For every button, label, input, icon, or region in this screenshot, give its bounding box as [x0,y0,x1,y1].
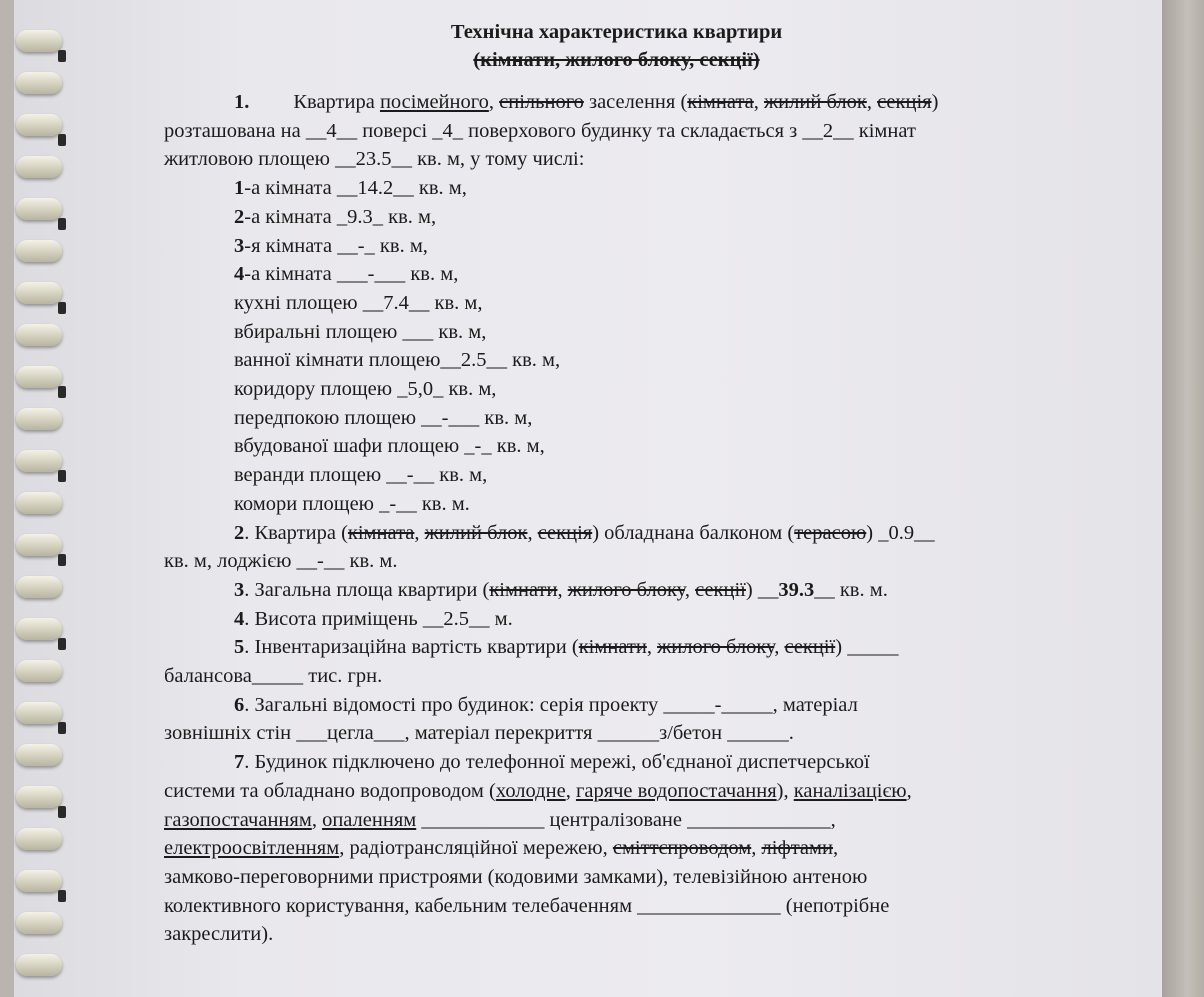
binding-ring [16,954,62,976]
section-7-line-7: закреслити). [164,923,274,946]
binding-hole [58,554,66,566]
binding-hole [58,470,66,482]
binding-ring [16,912,62,934]
text: . Будинок підключено до телефонної мережі, об'єднаної диспетчерської [244,751,870,774]
text: , [753,91,765,113]
section-7-number: 7 [234,751,245,774]
struck-option: сміттєпроводом [612,837,752,860]
binding-ring [16,240,62,262]
binding-ring [16,324,62,346]
section-6-line-2: зовнішніх стін ___цегла___, матеріал перекриття ______з/бетон ______. [164,722,794,745]
section-7-line-2 [164,777,1069,806]
section-2-line-2: кв. м, лоджією __-__ кв. м. [164,550,398,573]
text: ) [931,91,939,113]
corridor-area: коридору площею _5,0_ кв. м, [234,378,497,401]
room-number: 2 [234,205,245,228]
struck-option: кімнати [489,578,558,601]
binding-ring [16,828,62,850]
bathroom-area: ванної кімнати площею__2.5__ кв. м, [234,349,561,372]
binding-ring [16,282,62,304]
binding-hole [58,50,66,62]
document-title [164,18,1069,74]
title-line-1: Технічна характеристика квартири [450,21,783,43]
binding-ring [16,702,62,724]
text: ), [776,779,794,802]
struck-option: секція [877,91,932,113]
room-text: -я кімната __-_ кв. м, [244,234,428,257]
section-1-line-3: житловою площею __23.5__ кв. м, у тому числі: [164,148,585,171]
underlined-option: опаленням [322,808,417,831]
document-page [14,0,1164,997]
binding-ring [16,198,62,220]
room-number: 1 [234,177,245,200]
section-6-number: 6 [234,693,245,716]
text: __ кв. м. [814,578,888,601]
text: ) _0.9__ [866,521,935,544]
section-2-line-1 [164,519,1069,548]
storeroom-area: комори площею _-__ кв. м. [234,492,470,515]
wardrobe-area: вбудованої шафи площею _-_ кв. м, [234,435,545,458]
text: ____________ централізоване ______________, [416,808,836,831]
section-7-line-4 [164,834,1069,863]
binding-ring [16,786,62,808]
text: Квартира [293,91,380,113]
section-4 [164,605,1069,634]
page-edge-background [1162,0,1204,997]
section-6-line-1 [164,691,1069,720]
binding-ring [16,72,62,94]
binding-ring [16,534,62,556]
kitchen-area: кухні площею __7.4__ кв. м, [234,291,483,314]
section-1-line-1 [164,88,1069,117]
section-7-line-3 [164,806,1069,835]
binding-hole [58,218,66,230]
text: , [684,578,696,601]
struck-option: секція [537,521,593,544]
text: . Загальна площа квартири ( [244,578,490,601]
text: , [311,808,323,831]
text: системи та обладнано водопроводом ( [164,779,496,802]
text: , радіотрансляційної мережею, [339,837,613,860]
text: , [646,636,658,659]
room-text: -а кімната _9.3_ кв. м, [244,205,437,228]
section-5-line-2: балансова_____ тис. грн. [164,665,383,688]
section-2-number: 2 [234,521,245,544]
binding-ring [16,492,62,514]
struck-option: ліфтами [761,837,833,860]
veranda-area: веранди площею __-__ кв. м, [234,464,488,487]
text: , [565,779,576,802]
binding-ring [16,156,62,178]
room-number: 3 [234,234,245,257]
room-2-area [164,203,1069,232]
section-1-line-2: розташована на __4__ поверсі _4_ поверхового будинку та складається з __2__ кімнат [164,119,916,142]
spiral-binding [14,0,74,997]
text: , [527,521,538,544]
struck-option: терасою [794,521,867,544]
text: ) обладнана балконом ( [592,521,795,544]
section-7-line-5: замково-переговорними пристроями (кодовими замками), телевізійною антеною [164,865,868,888]
section-5-line-1 [164,633,1069,662]
text: . Висота приміщень __2.5__ м. [244,607,513,630]
total-area-value: 39.3 [778,578,815,601]
text: , [906,779,912,802]
underlined-option: газопостачанням [164,808,312,831]
room-4-area [164,260,1069,289]
room-number: 4 [234,263,245,286]
underlined-option: посімейного [379,91,489,113]
section-3 [164,576,1069,605]
struck-option: жилий блок [424,521,528,544]
struck-option: кімната [347,521,415,544]
binding-ring [16,408,62,430]
binding-hole [58,722,66,734]
underlined-option: електроосвітленням [164,837,340,860]
struck-option: секції [695,578,746,601]
binding-ring [16,870,62,892]
room-text: -а кімната __14.2__ кв. м, [244,177,467,200]
text: , [832,837,839,860]
text: . Квартира ( [244,521,348,544]
binding-ring [16,576,62,598]
title-line-2: (кімнати, жилого блоку, секції) [473,49,760,71]
section-1-number: 1. [234,91,250,113]
room-1-area [164,174,1069,203]
binding-hole [58,806,66,818]
room-3-area [164,232,1069,261]
binding-ring [16,450,62,472]
binding-ring [16,744,62,766]
binding-ring [16,660,62,682]
text: заселення ( [583,91,688,113]
struck-option: секції [784,636,836,659]
section-3-number: 3 [234,578,245,601]
struck-option: спільного [499,91,584,113]
binding-ring [16,114,62,136]
section-5-number: 5 [234,636,245,659]
binding-ring [16,618,62,640]
text: . Інвентаризаційна вартість квартири ( [244,636,579,659]
binding-ring [16,30,62,52]
underlined-option: каналізацією [793,779,907,802]
struck-option: кімнати [578,636,647,659]
text: , [414,521,425,544]
binding-ring [16,366,62,388]
text: , [557,578,568,601]
underlined-option: холодне [495,779,566,802]
hallway-area: передпокою площею __-___ кв. м, [234,406,533,429]
section-7-line-1 [164,748,1069,777]
text: . Загальні відомості про будинок: серія проекту _____-_____, матеріал [244,693,858,716]
binding-hole [58,638,66,650]
binding-hole [58,302,66,314]
section-4-number: 4 [234,607,245,630]
struck-option: жилий блок [764,91,867,113]
text: , [488,91,500,113]
struck-option: кімната [687,91,754,113]
document-content [164,18,1069,949]
text: , [774,636,785,659]
room-text: -а кімната ___-___ кв. м, [244,263,459,286]
section-7-line-6: колективного користування, кабельним телебаченням ______________ (непотрібне [164,894,890,917]
text: ) __ [745,578,779,601]
text: , [866,91,878,113]
binding-hole [58,890,66,902]
binding-hole [58,386,66,398]
text: ) _____ [835,636,899,659]
struck-option: жилого блоку [567,578,685,601]
text: , [751,837,762,860]
binding-hole [58,134,66,146]
struck-option: жилого блоку [657,636,775,659]
underlined-option: гаряче водопостачання [575,779,777,802]
toilet-area: вбиральні площею ___ кв. м, [234,320,487,343]
